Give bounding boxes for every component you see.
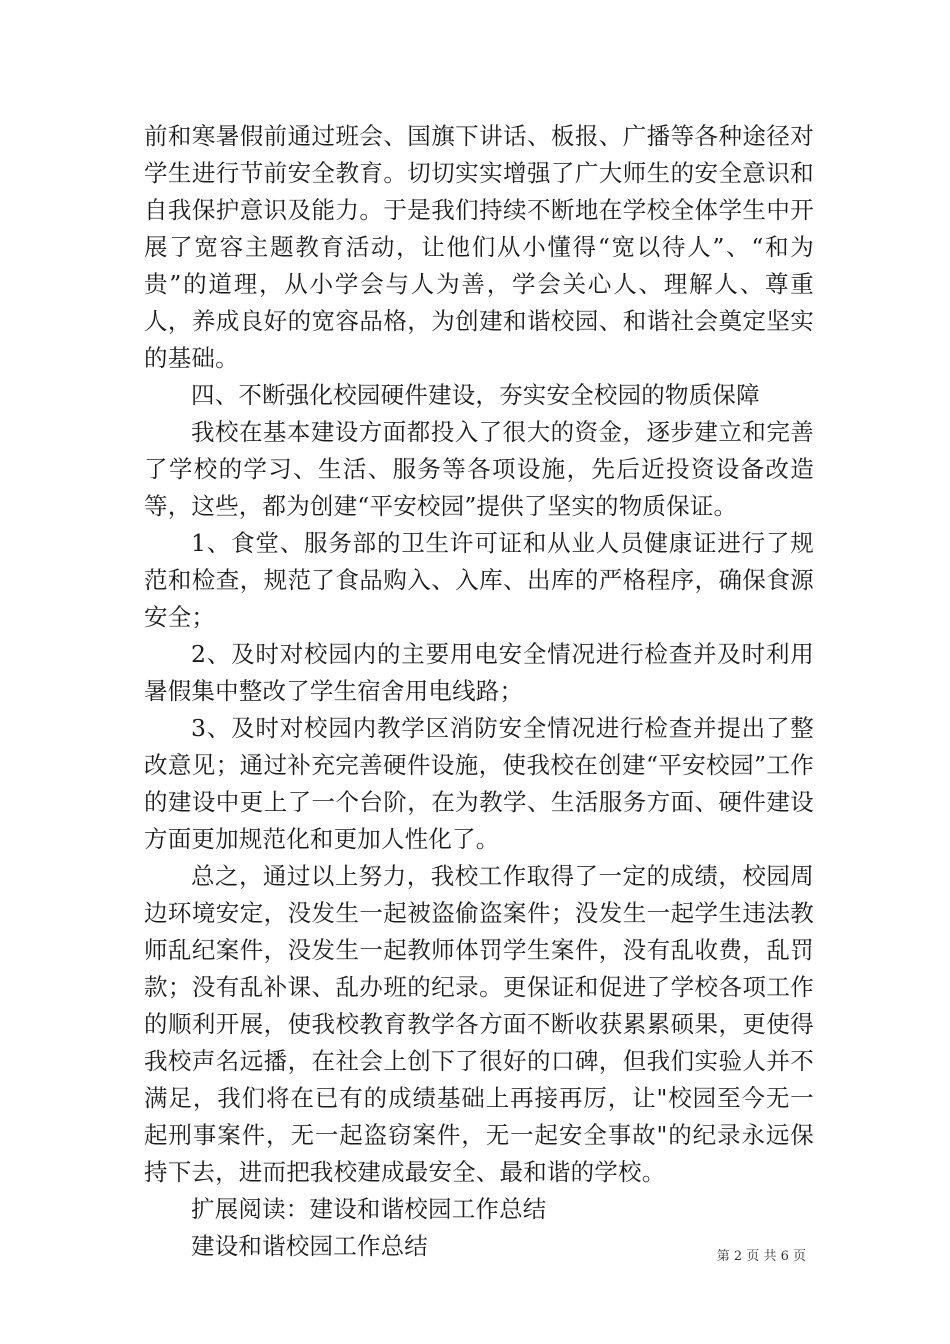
page-number: 第 2 页 共 6 页 <box>716 1249 806 1264</box>
list-item-canteen: 1、食堂、服务部的卫生许可证和从业人员健康证进行了规范和检查，规范了食品购入、入库、出库的严格程序，确保食源安全； <box>144 529 814 631</box>
extended-reading-title: 建设和谐校园工作总结 <box>191 1232 428 1260</box>
extended-reading-label: 扩展阅读：建设和谐校园工作总结 <box>191 1195 547 1223</box>
section-heading-hardware: 四、不断强化校园硬件建设，夯实安全校园的物质保障 <box>191 381 760 409</box>
paragraph-investment: 我校在基本建设方面都投入了很大的资金，逐步建立和完善了学校的学习、生活、服务等各项设施，先后近投资设备改造等，这些，都为创建“平安校园”提供了坚实的物质保证。 <box>144 418 814 520</box>
list-item-fire-safety: 3、及时对校园内教学区消防安全情况进行检查并提出了整改意见；通过补充完善硬件设施，使我校在创建“平安校园”工作的建设中更上了一个台阶，在为教学、生活服务方面、硬件建设方面更加规范化和更加人性化了。 <box>144 714 814 853</box>
document-body <box>144 118 814 1265</box>
list-item-electricity: 2、及时对校园内的主要用电安全情况进行检查并及时利用暑假集中整改了学生宿舍用电线路； <box>144 640 814 705</box>
paragraph-safety-education: 前和寒暑假前通过班会、国旗下讲话、板报、广播等各种途径对学生进行节前安全教育。切切实实增强了广大师生的安全意识和自我保护意识及能力。于是我们持续不断地在学校全体学生中开展了宽容主题教育活动，让他们从小懂得“宽以待人”、“和为贵”的道理，从小学会与人为善，学会关心人、理解人、尊重人，养成良好的宽容品格，为创建和谐校园、和谐社会奠定坚实的基础。 <box>144 122 814 372</box>
paragraph-summary: 总之，通过以上努力，我校工作取得了一定的成绩，校园周边环境安定，没发生一起被盗偷盗案件；没发生一起学生违法教师乱纪案件，没发生一起教师体罚学生案件，没有乱收费，乱罚款；没有乱补课、乱办班的纪录。更保证和促进了学校各项工作的顺利开展，使我校教育教学各方面不断收获累累硕果，更使得我校声名远播，在社会上创下了很好的口碑，但我们实验人并不满足，我们将在已有的成绩基础上再接再厉，让"校园至今无一起刑事案件，无一起盗窃案件，无一起安全事故"的纪录永远保持下去，进而把我校建成最安全、最和谐的学校。 <box>144 862 814 1186</box>
